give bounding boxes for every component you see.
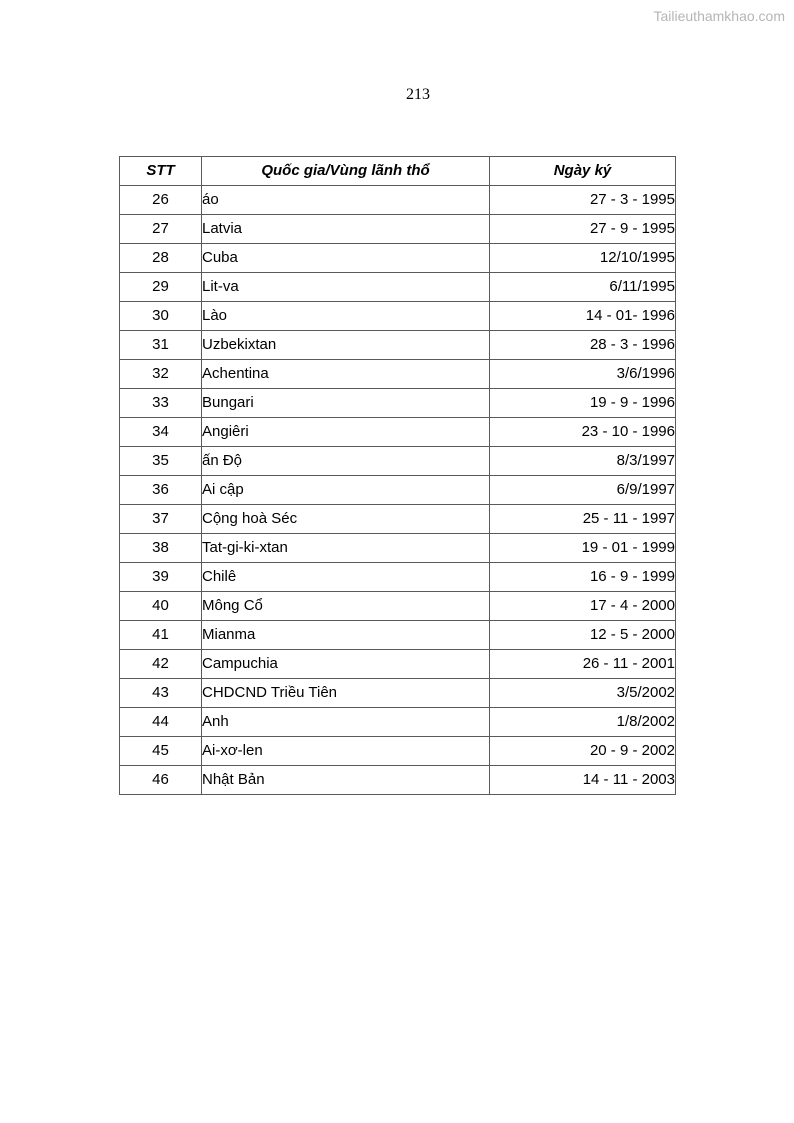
table-row: [120, 215, 676, 244]
table-row: [120, 766, 676, 795]
row-country: Bungari: [202, 389, 490, 418]
row-date: 28 - 3 - 1996: [490, 331, 676, 360]
row-country: Campuchia: [202, 650, 490, 679]
table-body: [120, 186, 676, 795]
row-country: Angiêri: [202, 418, 490, 447]
row-date: 6/9/1997: [490, 476, 676, 505]
table-row: [120, 302, 676, 331]
row-date: 25 - 11 - 1997: [490, 505, 676, 534]
row-stt: 31: [120, 331, 202, 360]
row-stt: 44: [120, 708, 202, 737]
row-stt: 38: [120, 534, 202, 563]
row-date: 17 - 4 - 2000: [490, 592, 676, 621]
header-country: Quốc gia/Vùng lãnh thổ: [202, 157, 490, 186]
table-row: [120, 505, 676, 534]
row-country: Mianma: [202, 621, 490, 650]
row-date: 6/11/1995: [490, 273, 676, 302]
table-row: [120, 708, 676, 737]
row-date: 14 - 01- 1996: [490, 302, 676, 331]
table-row: [120, 621, 676, 650]
row-country: Anh: [202, 708, 490, 737]
table-row: [120, 186, 676, 215]
row-stt: 40: [120, 592, 202, 621]
row-stt: 36: [120, 476, 202, 505]
table-row: [120, 360, 676, 389]
row-country: Lit-va: [202, 273, 490, 302]
header-stt: STT: [120, 157, 202, 186]
table-header-row: [120, 157, 676, 186]
table-row: [120, 563, 676, 592]
row-date: 20 - 9 - 2002: [490, 737, 676, 766]
table-row: [120, 534, 676, 563]
row-stt: 39: [120, 563, 202, 592]
row-country: áo: [202, 186, 490, 215]
row-date: 14 - 11 - 2003: [490, 766, 676, 795]
row-date: 23 - 10 - 1996: [490, 418, 676, 447]
row-date: 19 - 01 - 1999: [490, 534, 676, 563]
row-stt: 34: [120, 418, 202, 447]
row-date: 3/5/2002: [490, 679, 676, 708]
row-country: Ai cập: [202, 476, 490, 505]
row-stt: 37: [120, 505, 202, 534]
row-date: 12 - 5 - 2000: [490, 621, 676, 650]
row-stt: 30: [120, 302, 202, 331]
row-stt: 26: [120, 186, 202, 215]
row-date: 27 - 3 - 1995: [490, 186, 676, 215]
row-stt: 29: [120, 273, 202, 302]
row-date: 27 - 9 - 1995: [490, 215, 676, 244]
row-country: Chilê: [202, 563, 490, 592]
row-country: CHDCND Triều Tiên: [202, 679, 490, 708]
row-date: 3/6/1996: [490, 360, 676, 389]
row-country: Nhật Bản: [202, 766, 490, 795]
row-stt: 46: [120, 766, 202, 795]
table-row: [120, 737, 676, 766]
row-date: 19 - 9 - 1996: [490, 389, 676, 418]
table-row: [120, 650, 676, 679]
row-country: Latvia: [202, 215, 490, 244]
header-date: Ngày ký: [490, 157, 676, 186]
row-stt: 35: [120, 447, 202, 476]
row-country: Mông Cổ: [202, 592, 490, 621]
row-stt: 42: [120, 650, 202, 679]
treaty-table: [119, 156, 676, 795]
row-country: Lào: [202, 302, 490, 331]
row-country: Tat-gi-ki-xtan: [202, 534, 490, 563]
row-stt: 45: [120, 737, 202, 766]
table-row: [120, 476, 676, 505]
row-country: ấn Độ: [202, 447, 490, 476]
row-stt: 28: [120, 244, 202, 273]
row-country: Cộng hoà Séc: [202, 505, 490, 534]
table-row: [120, 592, 676, 621]
row-date: 12/10/1995: [490, 244, 676, 273]
table-row: [120, 244, 676, 273]
table-row: [120, 447, 676, 476]
page-number: 213: [406, 86, 430, 103]
table-row: [120, 389, 676, 418]
row-date: 16 - 9 - 1999: [490, 563, 676, 592]
row-stt: 43: [120, 679, 202, 708]
table-row: [120, 418, 676, 447]
row-date: 8/3/1997: [490, 447, 676, 476]
table-row: [120, 331, 676, 360]
row-country: Ai-xơ-len: [202, 737, 490, 766]
row-country: Uzbekixtan: [202, 331, 490, 360]
watermark: Tailieuthamkhao.com: [653, 8, 785, 24]
row-country: Cuba: [202, 244, 490, 273]
row-date: 26 - 11 - 2001: [490, 650, 676, 679]
table-row: [120, 679, 676, 708]
row-date: 1/8/2002: [490, 708, 676, 737]
row-stt: 41: [120, 621, 202, 650]
table-row: [120, 273, 676, 302]
row-country: Achentina: [202, 360, 490, 389]
row-stt: 27: [120, 215, 202, 244]
row-stt: 32: [120, 360, 202, 389]
row-stt: 33: [120, 389, 202, 418]
